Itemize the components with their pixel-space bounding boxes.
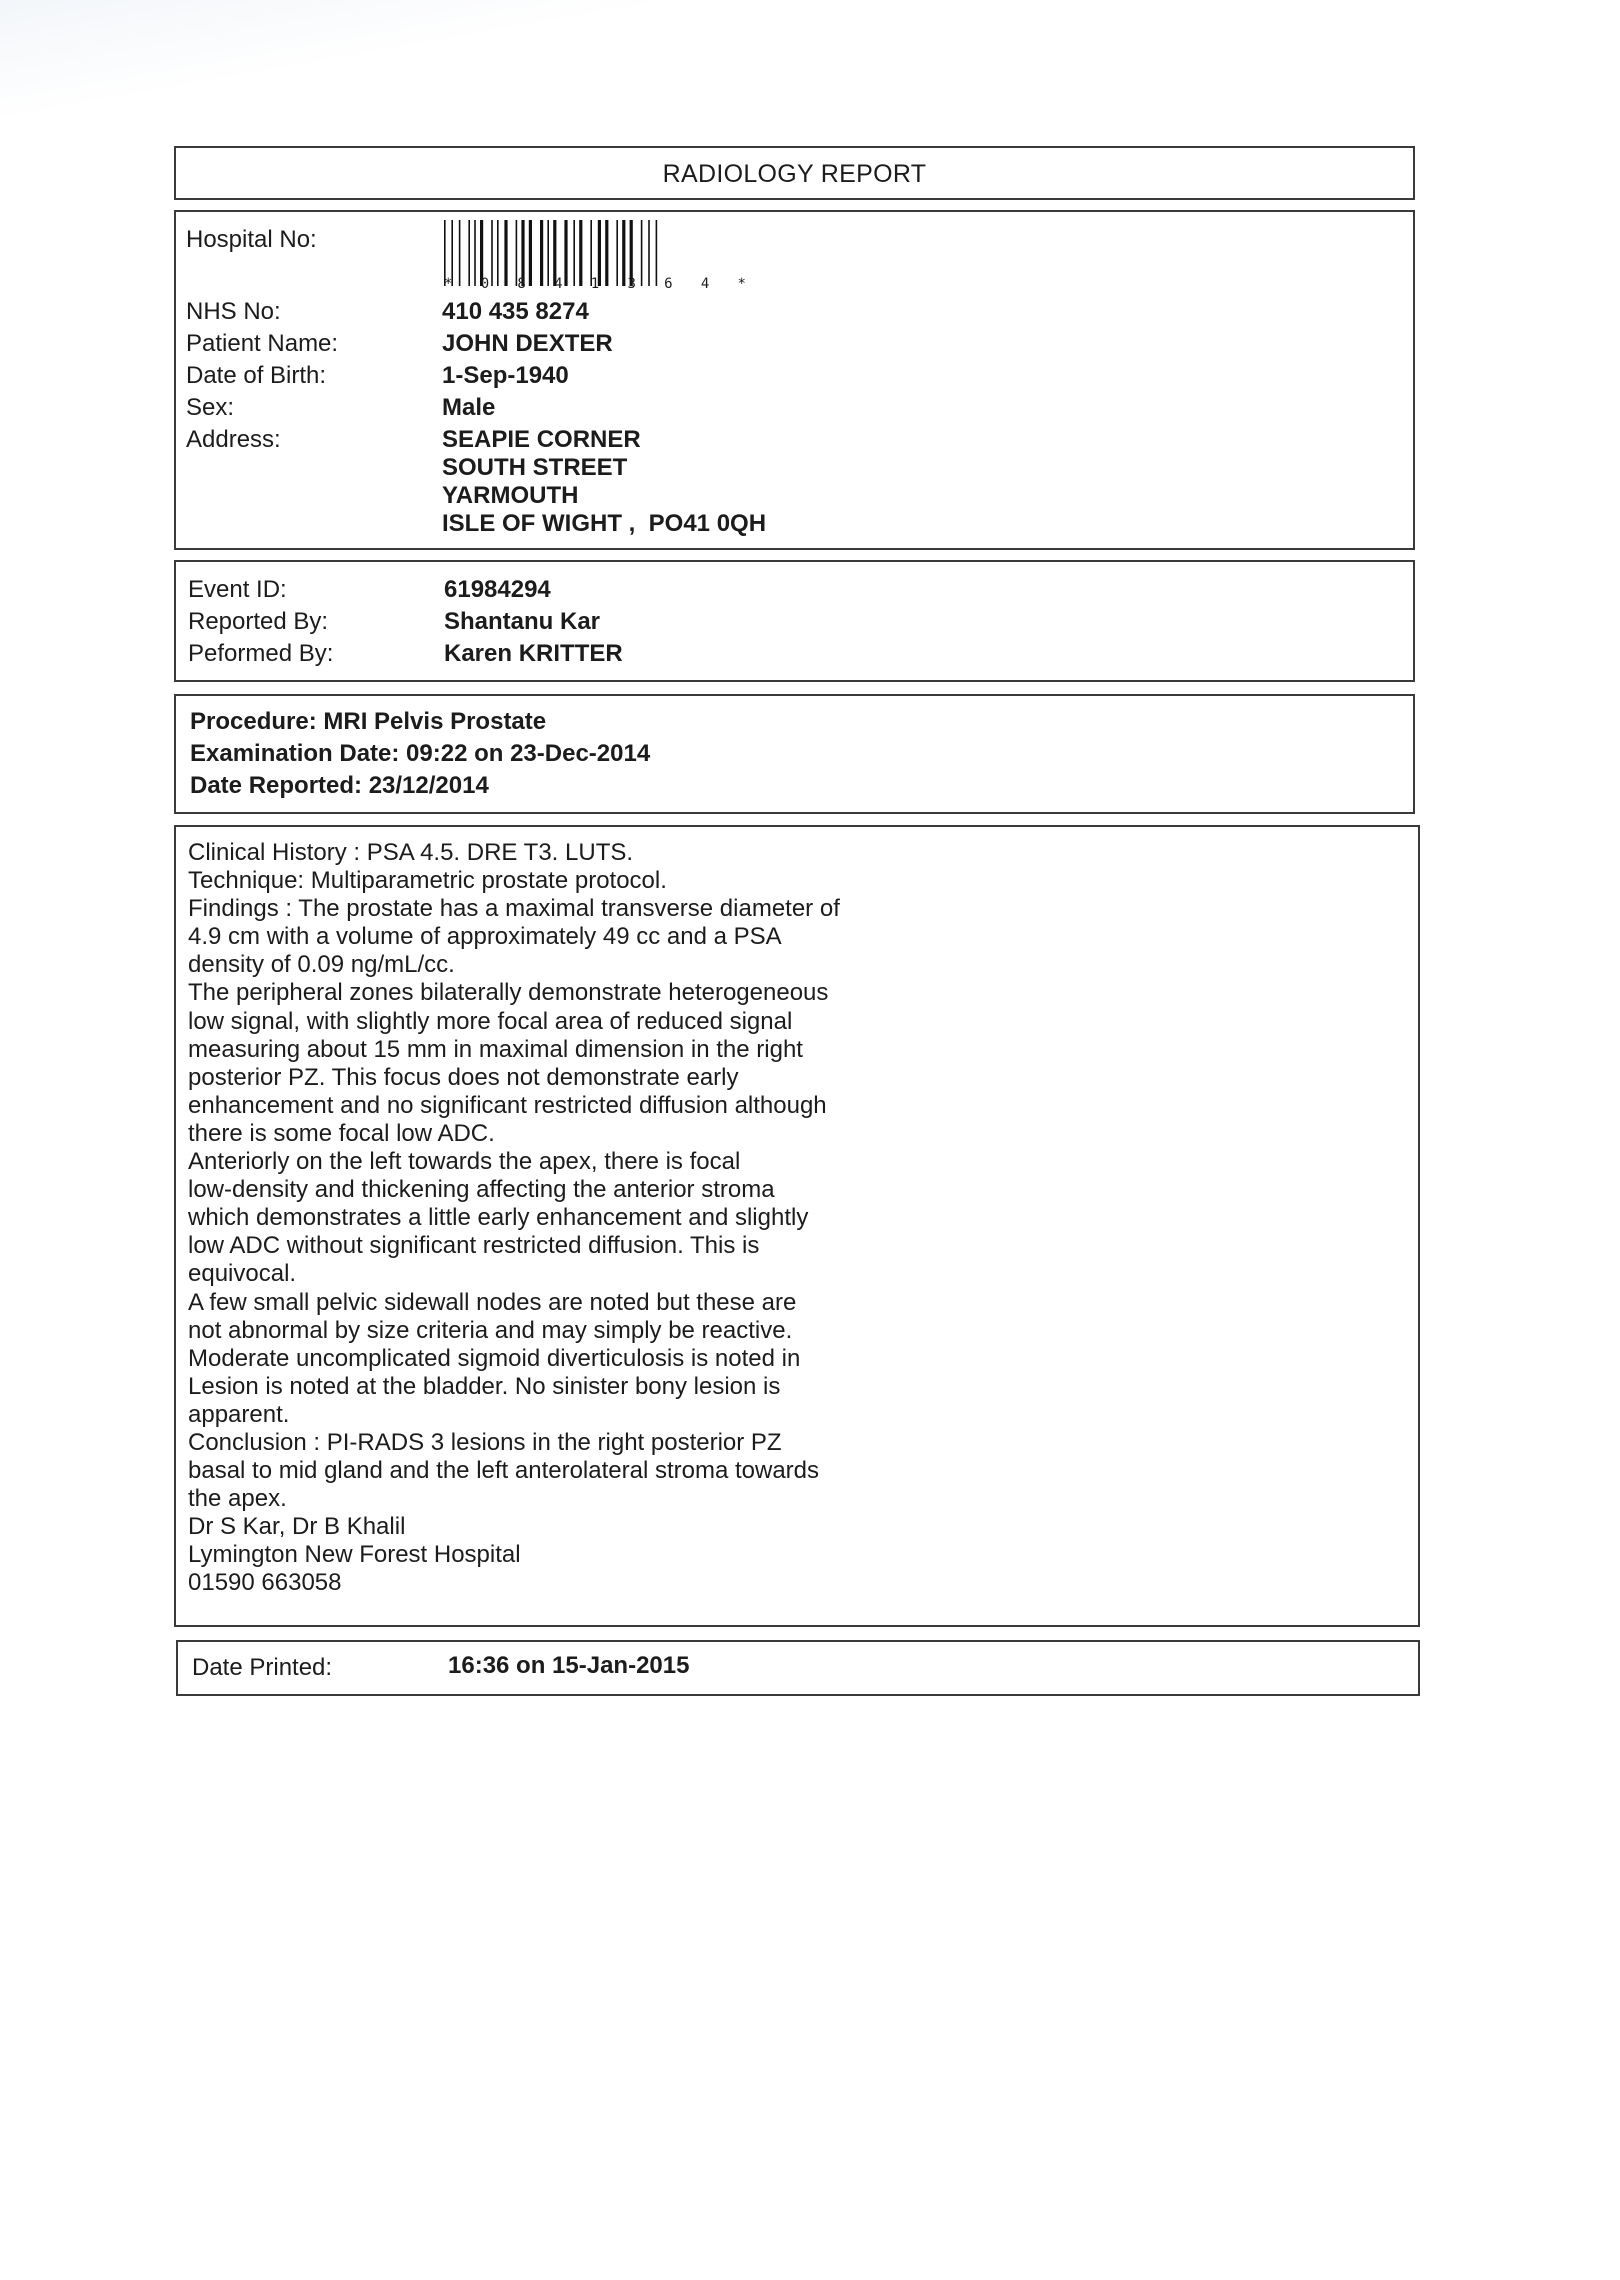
report-body-line: apparent. [188, 1400, 290, 1428]
report-body-line: the apex. [188, 1485, 287, 1513]
dob-label: Date of Birth: [186, 362, 327, 389]
exam-date-line: Examination Date: 09:22 on 23-Dec-2014 [190, 740, 651, 767]
address-line: SEAPIE CORNER [442, 426, 641, 453]
report-body-line: not abnormal by size criteria and may simply be reactive. [188, 1316, 793, 1344]
address-line: ISLE OF WIGHT , PO41 0QH [442, 510, 767, 537]
barcode-digit: * [444, 276, 453, 292]
report-body-line: 01590 663058 [188, 1569, 342, 1597]
date-printed-label: Date Printed: [192, 1654, 333, 1681]
barcode-digit: 6 [664, 276, 673, 292]
report-body-line: low ADC without significant restricted diffusion. This is [188, 1232, 760, 1260]
report-body-line: there is some focal low ADC. [188, 1119, 495, 1147]
report-body-line: Technique: Multiparametric prostate protocol. [188, 867, 667, 895]
report-body-line: Lesion is noted at the bladder. No sinister bony lesion is [188, 1372, 781, 1400]
report-body-line: Clinical History : PSA 4.5. DRE T3. LUTS. [188, 839, 634, 866]
patient-name-label: Patient Name: [186, 330, 339, 357]
event-id-value: 61984294 [444, 576, 551, 603]
report-body-line: enhancement and no significant restricted diffusion although [188, 1091, 827, 1119]
date-printed-value: 16:36 on 15-Jan-2015 [448, 1652, 690, 1679]
performed-by-value: Karen KRITTER [444, 640, 623, 667]
report-body-line: basal to mid gland and the left anterolateral stroma towards [188, 1457, 820, 1485]
report-body-line: equivocal. [188, 1260, 297, 1288]
report-body-line: Dr S Kar, Dr B Khalil [188, 1513, 406, 1541]
report-body-line: measuring about 15 mm in maximal dimension in the right [188, 1035, 803, 1063]
nhs-no-label: NHS No: [186, 298, 281, 325]
procedure-box [174, 694, 1415, 814]
report-body-line: Conclusion : PI-RADS 3 lesions in the right posterior PZ [188, 1428, 782, 1456]
barcode-digit: 4 [700, 276, 710, 292]
event-details-box [174, 560, 1415, 682]
report-body-line: A few small pelvic sidewall nodes are noted but these are [188, 1288, 797, 1316]
sex-value: Male [442, 394, 496, 421]
patient-name-value: JOHN DEXTER [442, 330, 613, 357]
report-body-box [174, 825, 1420, 1627]
reported-by-value: Shantanu Kar [444, 608, 601, 635]
report-body-line: The peripheral zones bilaterally demonstrate heterogeneous [188, 979, 829, 1007]
barcode-digit: 8 [517, 276, 526, 292]
barcode-digit: * [737, 276, 746, 292]
barcode-digit: 3 [627, 276, 636, 292]
report-body-line: density of 0.09 ng/mL/cc. [188, 951, 455, 979]
address-line: YARMOUTH [442, 482, 579, 509]
report-body-line: Lymington New Forest Hospital [188, 1541, 521, 1569]
patient-details-box [174, 210, 1415, 550]
report-body-line: posterior PZ. This focus does not demonstrate early [188, 1063, 739, 1091]
address-line: SOUTH STREET [442, 454, 628, 481]
date-printed-box [176, 1640, 1420, 1696]
address-block [442, 426, 766, 538]
date-reported-line: Date Reported: 23/12/2014 [190, 772, 489, 799]
report-body-line: 4.9 cm with a volume of approximately 49 cc and a PSA [188, 923, 782, 951]
sex-label: Sex: [186, 394, 235, 421]
report-body-line: Anteriorly on the left towards the apex, there is focal [188, 1148, 741, 1176]
barcode-digits [444, 276, 746, 292]
barcode-digit: 1 [590, 276, 600, 292]
report-body-line: low-density and thickening affecting the anterior stroma [188, 1176, 775, 1204]
performed-by-label: Peformed By: [188, 640, 334, 667]
report-body-line: which demonstrates a little early enhancement and slightly [188, 1204, 809, 1232]
report-body-line: Moderate uncomplicated sigmoid diverticulosis is noted in [188, 1344, 801, 1372]
report-body-text [188, 839, 888, 1598]
report-title: RADIOLOGY REPORT [662, 160, 927, 188]
barcode-digit: 0 [480, 276, 490, 292]
barcode-digit: 4 [554, 276, 563, 292]
reported-by-label: Reported By: [188, 608, 329, 635]
report-body-line: Findings : The prostate has a maximal transverse diameter of [188, 895, 840, 923]
procedure-line: Procedure: MRI Pelvis Prostate [190, 708, 547, 735]
hospital-no-label: Hospital No: [186, 226, 317, 253]
dob-value: 1-Sep-1940 [442, 362, 569, 389]
report-body-line: low signal, with slightly more focal area of reduced signal [188, 1007, 793, 1035]
event-id-label: Event ID: [188, 576, 287, 603]
nhs-no-value: 410 435 8274 [442, 298, 589, 325]
report-title-box [174, 146, 1415, 200]
address-label: Address: [186, 426, 281, 453]
